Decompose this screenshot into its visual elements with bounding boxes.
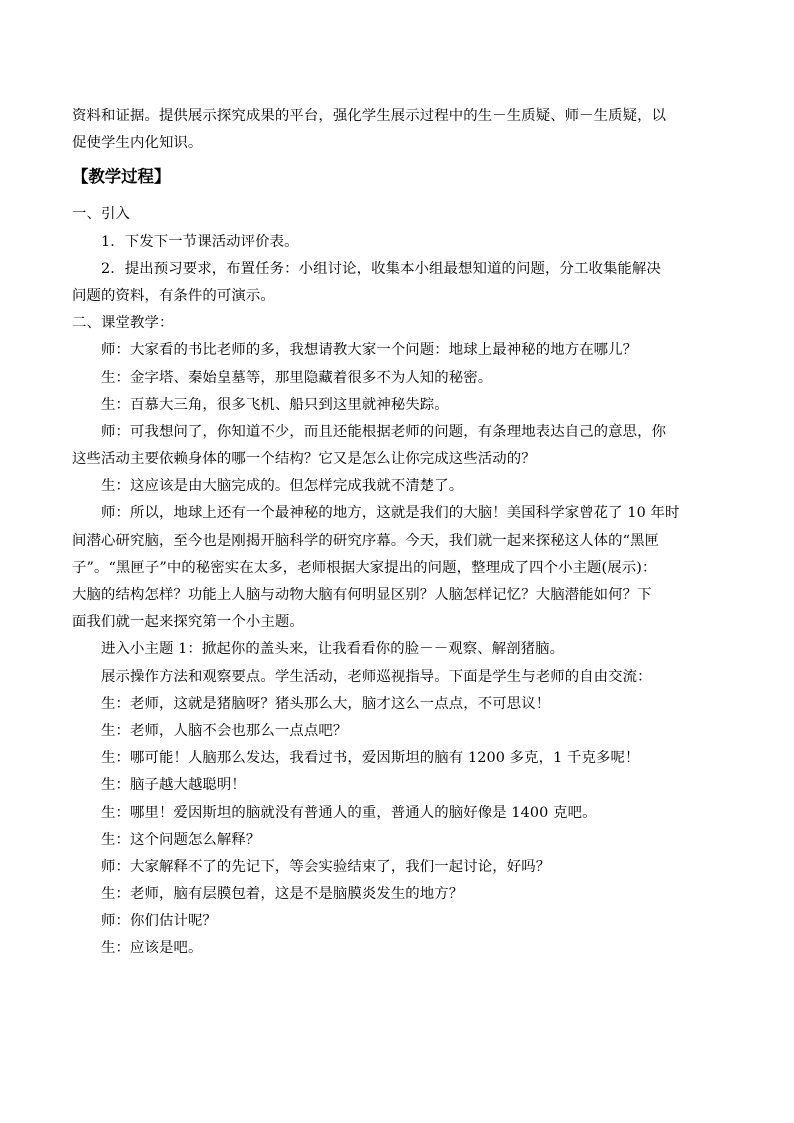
dialogue-line: 生：哪里！爱因斯坦的脑就没有普通人的重，普通人的脑好像是 1400 克吧。 xyxy=(101,804,597,821)
dialogue-line: 生：老师，脑有层膜包着，这是不是脑膜炎发生的地方？ xyxy=(101,886,464,903)
dialogue-line-continuation: 面我们就一起来探究第一个小主题。 xyxy=(72,614,304,631)
dialogue-line: 生：金字塔、秦始皇墓等，那里隐藏着很多不为人知的秘密。 xyxy=(101,369,493,386)
dialogue-line: 生：这个问题怎么解释？ xyxy=(101,831,261,848)
dialogue-line: 生：老师，人脑不会也那么一点点吧？ xyxy=(101,722,348,739)
intro-line-1: 资料和证据。提供展示探究成果的平台，强化学生展示过程中的生－生质疑、师－生质疑，以 xyxy=(72,108,667,124)
dialogue-line: 生：老师，这就是猪脑呀？猪头那么大，脑才这么一点点，不可思议！ xyxy=(101,695,551,712)
dialogue-line: 生：百慕大三角，很多飞机、船只到这里就神秘失踪。 xyxy=(101,396,449,413)
dialogue-line-continuation: 大脑的结构怎样？功能上人脑与动物大脑有何明显区别？人脑怎样记忆？大脑潜能如何？下 xyxy=(72,587,652,603)
subtopic-line: 进入小主题 1：掀起你的盖头来，让我看看你的脸－－观察、解剖猪脑。 xyxy=(101,641,565,658)
dialogue-line-continuation: 子”。“黑匣子”中的秘密实在太多，老师根据大家提出的问题，整理成了四个小主题(展示)： xyxy=(72,559,657,576)
dialogue-line: 师：你们估计呢？ xyxy=(101,913,217,930)
dialogue-line: 生：这应该是由大脑完成的。但怎样完成我就不清楚了。 xyxy=(101,478,464,495)
dialogue-line: 师：大家看的书比老师的多，我想请教大家一个问题：地球上最神秘的地方在哪儿？ xyxy=(101,342,638,359)
section1-title: 一、引入 xyxy=(72,206,130,223)
section1-item-2-line-1: 2．提出预习要求，布置任务：小组讨论，收集本小组最想知道的问题，分工收集能解决 xyxy=(101,260,661,277)
dialogue-line: 生：哪可能！人脑那么发达，我看过书，爱因斯坦的脑有 1200 多克，1 千克多呢！ xyxy=(101,750,640,767)
dialogue-line: 师：可我想问了，你知道不少，而且还能根据老师的问题，有条理地表达自己的意思，你 xyxy=(101,423,667,440)
dialogue-line: 生：应该是吧。 xyxy=(101,940,203,957)
dialogue-line: 生：脑子越大越聪明！ xyxy=(101,777,246,794)
section2-title: 二、课堂教学： xyxy=(72,315,174,332)
section1-item-1: 1．下发下一节课活动评价表。 xyxy=(101,233,299,250)
section1-item-2-line-2: 问题的资料，有条件的可演示。 xyxy=(72,287,275,304)
dialogue-line: 师：所以，地球上还有一个最神秘的地方，这就是我们的大脑！美国科学家曾花了 10 年时 xyxy=(101,505,680,522)
dialogue-line-continuation: 间潜心研究脑，至今也是刚揭开脑科学的研究序幕。今天，我们就一起来探秘这人体的“黑匣 xyxy=(72,532,660,549)
section-heading-teaching-process: 【教学过程】 xyxy=(72,167,171,187)
dialogue-line: 师：大家解释不了的先记下，等会实验结束了，我们一起讨论，好吗？ xyxy=(101,858,551,875)
document-page xyxy=(72,103,722,963)
dialogue-line-continuation: 这些活动主要依赖身体的哪一个结构？它又是怎么让你完成这些活动的？ xyxy=(72,451,536,468)
intro-line-2: 促使学生内化知识。 xyxy=(72,135,203,152)
instruction-line: 展示操作方法和观察要点。学生活动，老师巡视指导。下面是学生与老师的自由交流： xyxy=(101,668,652,685)
